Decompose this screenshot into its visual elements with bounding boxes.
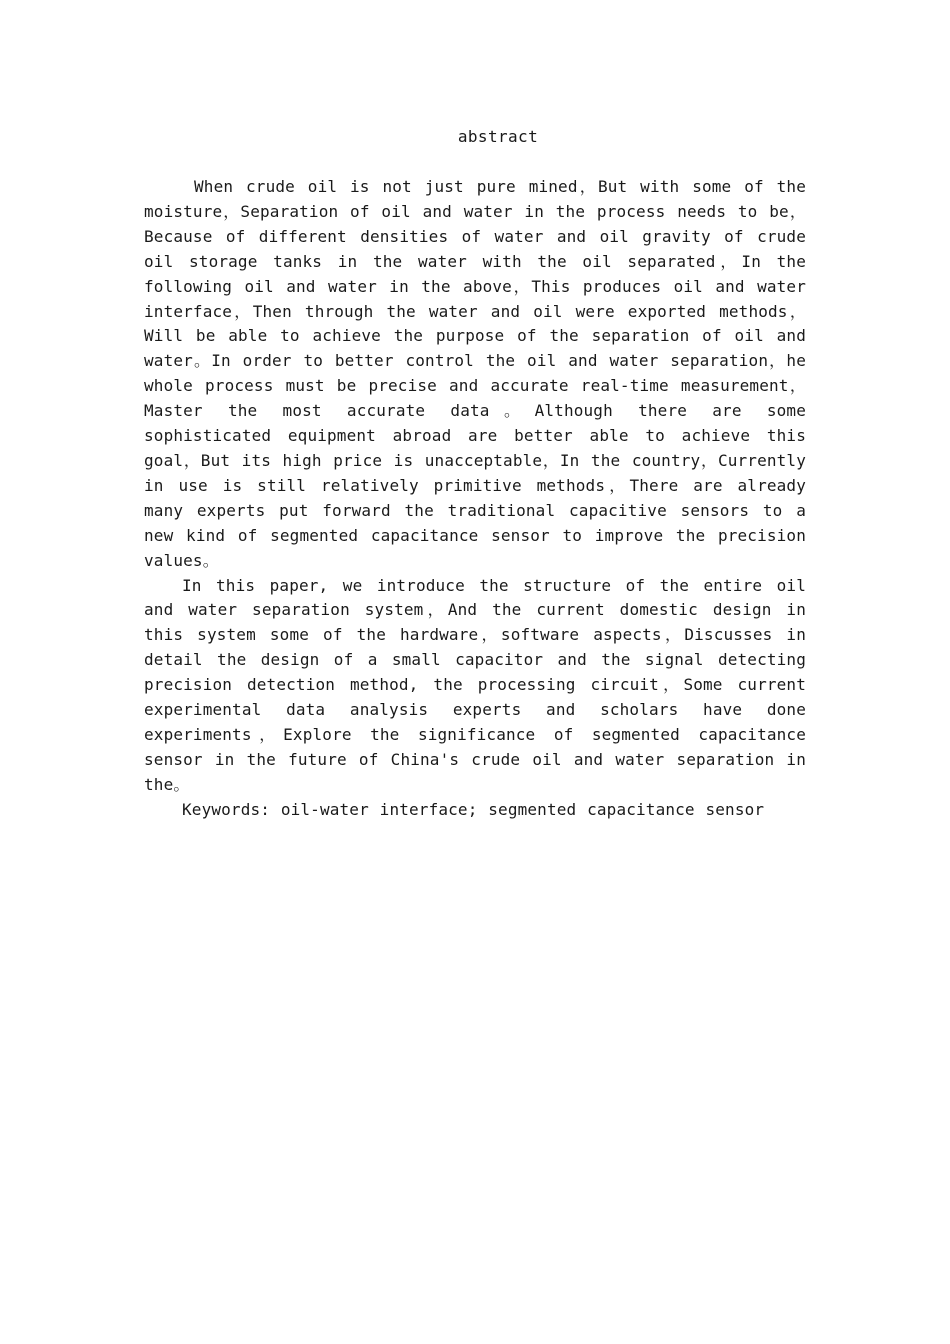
abstract-body (144, 175, 806, 823)
keywords-line: Keywords: oil-water interface; segmented capacitance sensor (182, 799, 765, 819)
abstract-paragraph-2: In this paper, we introduce the structure of the entire oil and water separation system，And the current domestic design in this system some of the hardware，software aspects，Discusses in detail the design of a small capacitor and the signal detecting precision detection method, the processing circuit，Some current experimental data analysis experts and scholars have done experiments，Explore the significance of segmented capacitance sensor in the future of China's crude oil and water separation in the。 (144, 575, 806, 794)
abstract-title: abstract (457, 127, 539, 146)
abstract-paragraph-1: When crude oil is not just pure mined，But with some of the moisture，Separation of oil and water in the process needs to be，Because of different densities of water and oil gravity of crude oil storage tanks in the water with the oil separated，In the following oil and water in the above，This produces oil and water interface，Then through the water and oil were exported methods，Will be able to achieve the purpose of the separation of oil and water。In order to better control the oil and water separation，he whole process must be precise and accurate real-time measurement，Master the most accurate data。Although there are some sophisticated equipment abroad are better able to achieve this goal，But its high price is unacceptable，In the country，Currently in use is still relatively primitive methods，There are already many experts put forward the traditional capacitive sensors to a new kind of segmented capacitance sensor to improve the precision values。 (144, 177, 806, 570)
